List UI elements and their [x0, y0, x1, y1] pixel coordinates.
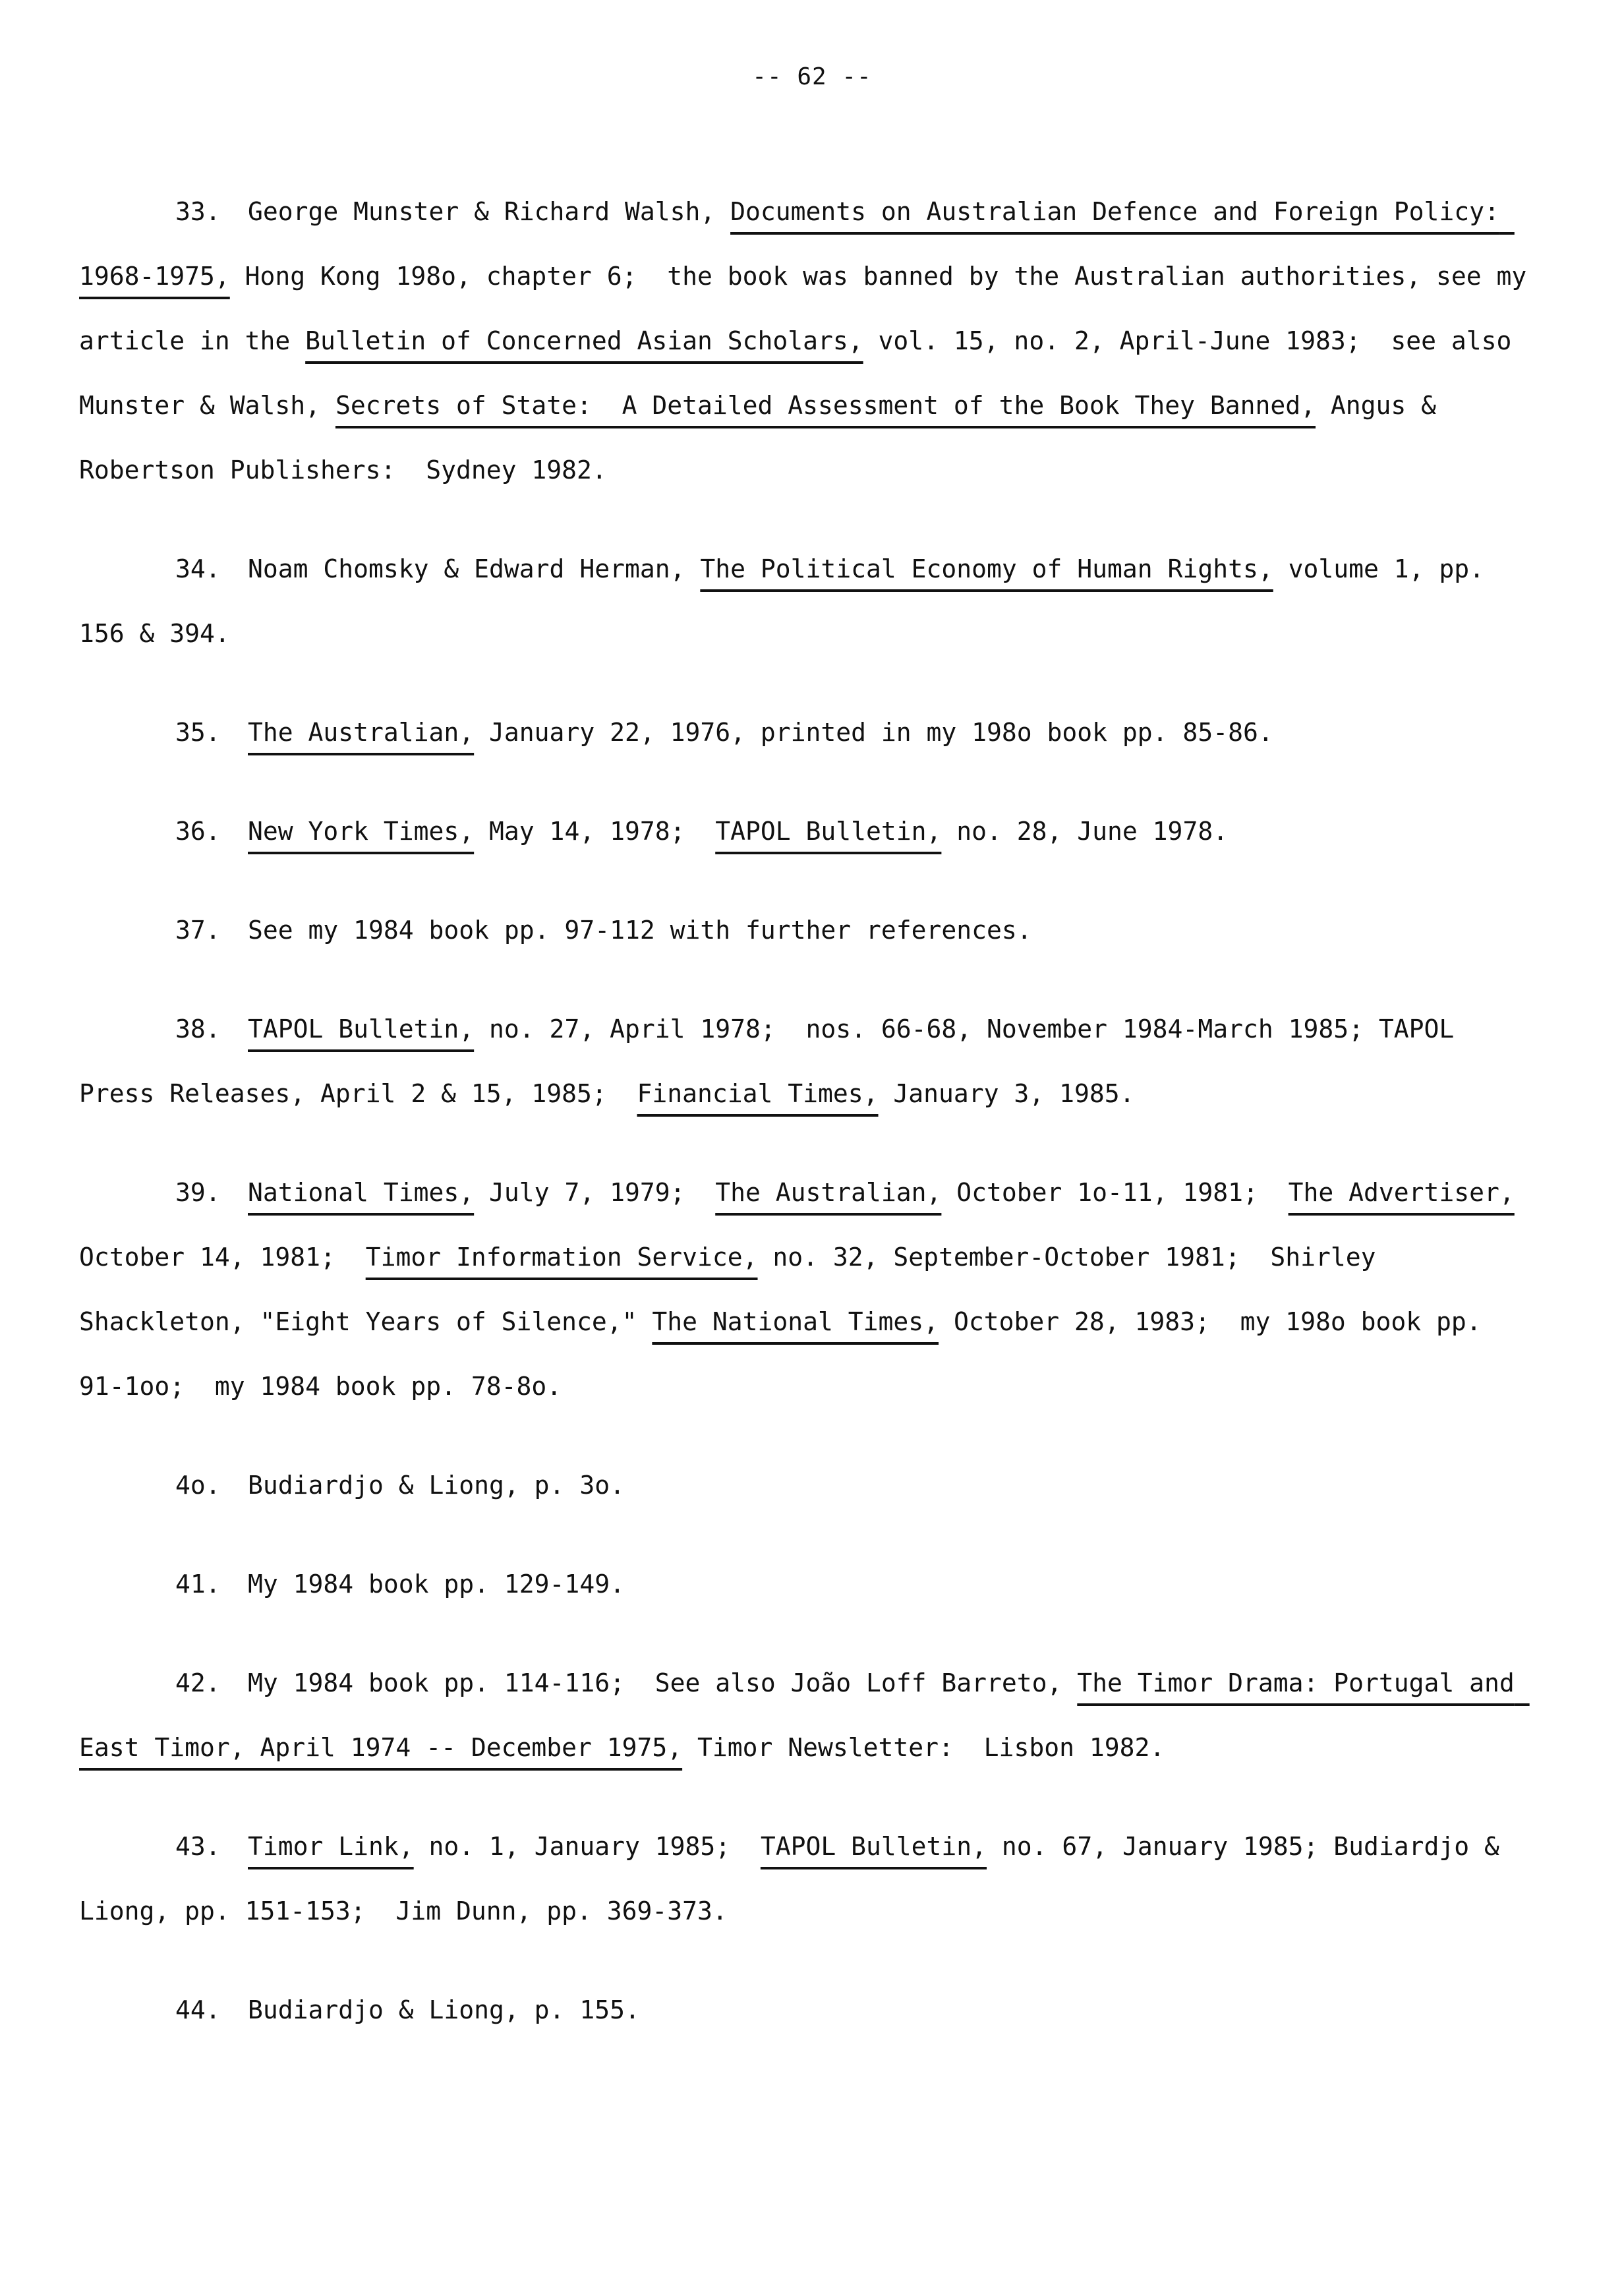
footnote	[79, 898, 1529, 962]
cited-title: The National Times,	[652, 1307, 939, 1336]
cited-title: The Australian,	[248, 718, 475, 747]
footnote-text: October 28, 1983; my 198o book pp. 91-1oo; my 1984 book pp. 78-8o.	[79, 1307, 1497, 1401]
footnote-text: no. 28, June 1978.	[941, 817, 1229, 846]
cited-title: Timor Link,	[248, 1832, 414, 1861]
footnote	[79, 1552, 1529, 1616]
cited-title: Timor Information Service,	[365, 1243, 758, 1272]
footnote-text: October 14, 1981;	[79, 1178, 1530, 1272]
cited-title: The Timor Drama: Portugal and East Timor, April 1974 -- December 1975,	[79, 1668, 1530, 1762]
cited-title: Financial Times,	[637, 1079, 879, 1108]
footnote-text: January 3, 1985.	[878, 1079, 1135, 1108]
footnote-number: 41.	[175, 1570, 221, 1599]
page-number: -- 62 --	[752, 63, 872, 90]
footnote-text: My 1984 book pp. 129-149.	[248, 1570, 625, 1599]
footnote-text: Noam Chomsky & Edward Herman,	[248, 554, 701, 583]
cited-title: The Australian,	[715, 1178, 942, 1207]
footnote-text: Angus & Robertson Publishers: Sydney 1982.	[79, 391, 1451, 485]
footnote-text: no. 32, September-October 1981; Shirley Shackleton, "Eight Years of Silence,"	[79, 1243, 1391, 1336]
cited-title: New York Times,	[248, 817, 475, 846]
footnote-number: 39.	[175, 1178, 221, 1207]
cited-title: Secrets of State: A Detailed Assessment of the Book They Banned,	[335, 391, 1316, 420]
footnote-number: 44.	[175, 1995, 221, 2024]
footnote	[79, 799, 1529, 864]
footnote-text: My 1984 book pp. 114-116; See also João Loff Barreto,	[248, 1668, 1078, 1697]
footnote	[79, 1814, 1529, 1943]
footnote	[79, 1978, 1529, 2042]
footnote-number: 4o.	[175, 1471, 221, 1500]
cited-title: TAPOL Bulletin,	[715, 817, 942, 846]
footnote-number: 42.	[175, 1668, 221, 1697]
footnote-text: Timor Newsletter: Lisbon 1982.	[682, 1733, 1165, 1762]
footnote-text: Budiardjo & Liong, p. 3o.	[248, 1471, 625, 1500]
footnote-text: no. 67, January 1985; Budiardjo & Liong, pp. 151-153; Jim Dunn, pp. 369-373.	[79, 1832, 1515, 1926]
footnote-text: July 7, 1979;	[474, 1178, 716, 1207]
footnote-number: 36.	[175, 817, 221, 846]
footnote-text: Budiardjo & Liong, p. 155.	[248, 1995, 640, 2024]
footnote-text: January 22, 1976, printed in my 198o book pp. 85-86.	[474, 718, 1273, 747]
footnote-text: October 1o-11, 1981;	[941, 1178, 1289, 1207]
footnote-text: George Munster & Richard Walsh,	[248, 197, 731, 226]
footnote-number: 43.	[175, 1832, 221, 1861]
footnote-number: 35.	[175, 718, 221, 747]
footnote-text: no. 27, April 1978; nos. 66-68, November 1984-March 1985; TAPOL Press Releases, April 2 & 15, 1985;	[79, 1015, 1470, 1108]
footnote-number: 33.	[175, 197, 221, 226]
footnote	[79, 700, 1529, 765]
footnote-number: 34.	[175, 554, 221, 583]
cited-title: Bulletin of Concerned Asian Scholars,	[305, 326, 863, 355]
footnote	[79, 997, 1529, 1126]
cited-title: Documents on Australian Defence and Foreign Policy: 1968-1975,	[79, 197, 1515, 291]
footnotes-list	[79, 179, 1542, 2076]
cited-title: TAPOL Bulletin,	[760, 1832, 987, 1861]
cited-title: National Times,	[248, 1178, 475, 1207]
footnote	[79, 179, 1542, 502]
footnote-text: May 14, 1978;	[474, 817, 716, 846]
footnote	[79, 1453, 1529, 1517]
footnote-text: vol. 15, no. 2, April-June 1983; see also Munster & Walsh,	[79, 326, 1527, 420]
footnote-text: Hong Kong 198o, chapter 6; the book was banned by the Australian authorities, see my article in the	[79, 262, 1542, 355]
footnote	[79, 537, 1529, 666]
footnote-number: 37.	[175, 916, 221, 945]
footnote-number: 38.	[175, 1015, 221, 1044]
footnote	[79, 1160, 1529, 1419]
footnote	[79, 1651, 1529, 1780]
footnote-text: See my 1984 book pp. 97-112 with further references.	[248, 916, 1032, 945]
cited-title: TAPOL Bulletin,	[248, 1015, 475, 1044]
cited-title: The Advertiser,	[1288, 1178, 1515, 1207]
footnote-text: no. 1, January 1985;	[413, 1832, 761, 1861]
cited-title: The Political Economy of Human Rights,	[700, 554, 1273, 583]
footnote-text: volume 1, pp. 156 & 394.	[79, 554, 1499, 648]
